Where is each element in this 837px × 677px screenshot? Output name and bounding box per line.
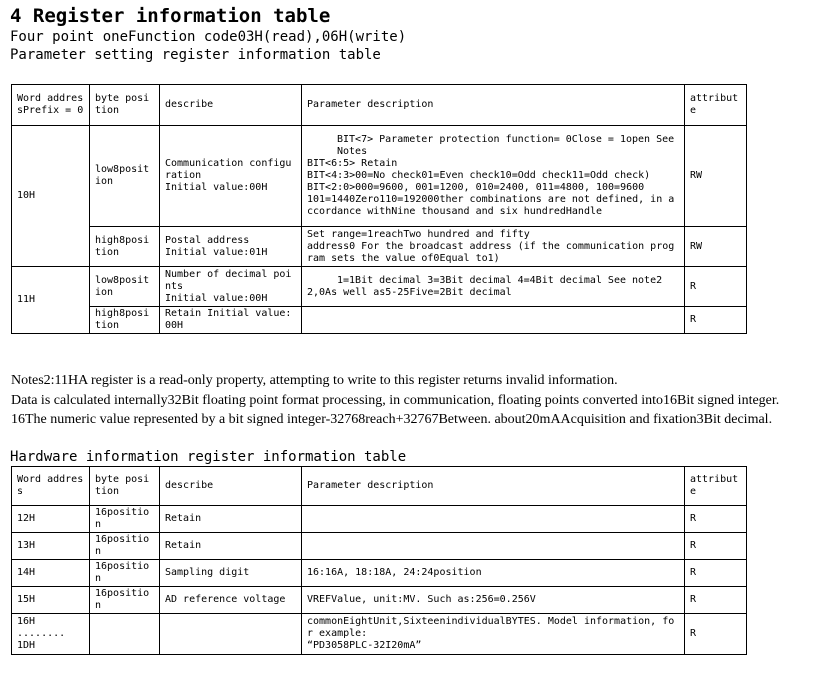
- describe-line: Initial value:00H: [165, 292, 268, 304]
- attribute-cell: R: [685, 560, 747, 587]
- table-subtitle: Parameter setting register information table: [10, 47, 381, 63]
- describe-line: Number of decimal points: [165, 268, 292, 292]
- address-cell: 13H: [12, 533, 90, 560]
- parameter-line: commonEightUnit,SixteenindividualBYTES. Model information, for example:: [307, 616, 675, 639]
- header-word-address: Word addressPrefix = 0: [12, 85, 90, 126]
- header-byte-position: byte position: [90, 467, 160, 506]
- attribute-cell: R: [685, 587, 747, 614]
- table-row: [12, 506, 747, 533]
- parameter-register-table: [11, 84, 747, 334]
- table-row: [12, 267, 747, 307]
- describe-cell: Sampling digit: [160, 560, 302, 587]
- hardware-register-table: [11, 466, 747, 655]
- describe-cell: AD reference voltage: [160, 587, 302, 614]
- address-cell: 10H: [12, 126, 90, 267]
- header-attribute: attribute: [685, 467, 747, 506]
- table-header-row: [12, 85, 747, 126]
- byte-position-cell: high8position: [90, 227, 160, 267]
- address-cell: 14H: [12, 560, 90, 587]
- attribute-cell: R: [685, 307, 747, 334]
- attribute-cell: RW: [685, 126, 747, 227]
- parameter-line: 2,0As well as5-25Five=2Bit decimal: [307, 286, 512, 298]
- header-word-address: Word address: [12, 467, 90, 506]
- address-cell: 15H: [12, 587, 90, 614]
- note-line: Data is calculated internally32Bit floating point format processing, in communication, floating points converted into16Bit signed integer.: [11, 392, 780, 408]
- parameter-line: “PD3058PLC-32I20mA”: [307, 640, 422, 651]
- address-ellipsis: ........: [17, 628, 66, 639]
- notes-paragraph: [11, 371, 837, 430]
- address-cell: [12, 614, 90, 655]
- parameter-cell: [302, 533, 685, 560]
- table-row: [12, 307, 747, 334]
- describe-line: Communication configuration: [165, 158, 292, 181]
- describe-line: Postal address: [165, 234, 250, 246]
- note-line: 16The numeric value represented by a bit signed integer-32768reach+32767Between. about20mAAcquisition and fixation3Bit decimal.: [11, 412, 773, 427]
- attribute-cell: R: [685, 267, 747, 307]
- describe-line: Initial value:01H: [165, 246, 268, 258]
- parameter-cell: [302, 614, 685, 655]
- address-cell: 11H: [12, 267, 90, 334]
- byte-position-cell: 16position: [90, 587, 160, 614]
- table-row: [12, 587, 747, 614]
- byte-position-cell: low8position: [90, 267, 160, 307]
- describe-cell: Retain: [160, 533, 302, 560]
- note-line: Notes2:11HA register is a read-only property, attempting to write to this register returns invalid information.: [11, 373, 618, 388]
- address-cell: 12H: [12, 506, 90, 533]
- byte-position-cell: 16position: [90, 560, 160, 587]
- parameter-cell: [302, 307, 685, 334]
- hardware-table-title: Hardware information register information table: [10, 449, 407, 465]
- parameter-line: BIT<7> Parameter protection function= 0Close = 1open See Notes: [337, 134, 675, 157]
- parameter-cell: [302, 506, 685, 533]
- attribute-cell: R: [685, 506, 747, 533]
- table-row: [12, 126, 747, 227]
- describe-cell: Retain: [160, 506, 302, 533]
- table-row: [12, 614, 747, 655]
- attribute-cell: RW: [685, 227, 747, 267]
- table-header-row: [12, 467, 747, 506]
- parameter-cell: VREFValue, unit:MV. Such as:256=0.256V: [302, 587, 685, 614]
- table-row: [12, 533, 747, 560]
- byte-position-cell: 16position: [90, 533, 160, 560]
- describe-line: Initial value:00H: [165, 182, 268, 193]
- parameter-line: address0 For the broadcast address (if the communication program sets the value of0Equal to1): [307, 240, 675, 264]
- function-code-subtitle: Four point oneFunction code03H(read),06H(write): [10, 29, 407, 45]
- describe-cell: [160, 126, 302, 227]
- address-line: 1DH: [17, 640, 36, 651]
- parameter-cell: [302, 126, 685, 227]
- parameter-line: BIT<2:0>000=9600, 001=1200, 010=2400, 011=4800, 100=9600: [307, 182, 645, 193]
- table-row: [12, 227, 747, 267]
- parameter-cell: [302, 267, 685, 307]
- attribute-cell: R: [685, 533, 747, 560]
- describe-cell: [160, 227, 302, 267]
- parameter-line: 101=1440Zero110=192000ther combinations are not defined, in accordance withNine thousand and six hundredHandle: [307, 194, 675, 217]
- attribute-cell: R: [685, 614, 747, 655]
- page-title: 4 Register information table: [10, 5, 331, 27]
- header-byte-position: byte position: [90, 85, 160, 126]
- parameter-cell: 16:16A, 18:18A, 24:24position: [302, 560, 685, 587]
- header-attribute: attribute: [685, 85, 747, 126]
- parameter-cell: [302, 227, 685, 267]
- describe-cell: Retain Initial value:00H: [160, 307, 302, 334]
- header-parameter-description: Parameter description: [302, 467, 685, 506]
- header-describe: describe: [160, 85, 302, 126]
- byte-position-cell: low8position: [90, 126, 160, 227]
- header-describe: describe: [160, 467, 302, 506]
- header-parameter-description: Parameter description: [302, 85, 685, 126]
- address-line: 16H: [17, 616, 36, 627]
- table-row: [12, 560, 747, 587]
- describe-cell: [160, 614, 302, 655]
- byte-position-cell: [90, 614, 160, 655]
- parameter-line: BIT<4:3>00=No check01=Even check10=Odd check11=Odd check): [307, 170, 651, 181]
- describe-cell: [160, 267, 302, 307]
- parameter-line: Set range=1reachTwo hundred and fifty: [307, 228, 530, 240]
- parameter-line: 1=1Bit decimal 3=3Bit decimal 4=4Bit decimal See note2: [337, 274, 663, 286]
- byte-position-cell: high8position: [90, 307, 160, 334]
- byte-position-cell: 16position: [90, 506, 160, 533]
- parameter-line: BIT<6:5> Retain: [307, 158, 398, 169]
